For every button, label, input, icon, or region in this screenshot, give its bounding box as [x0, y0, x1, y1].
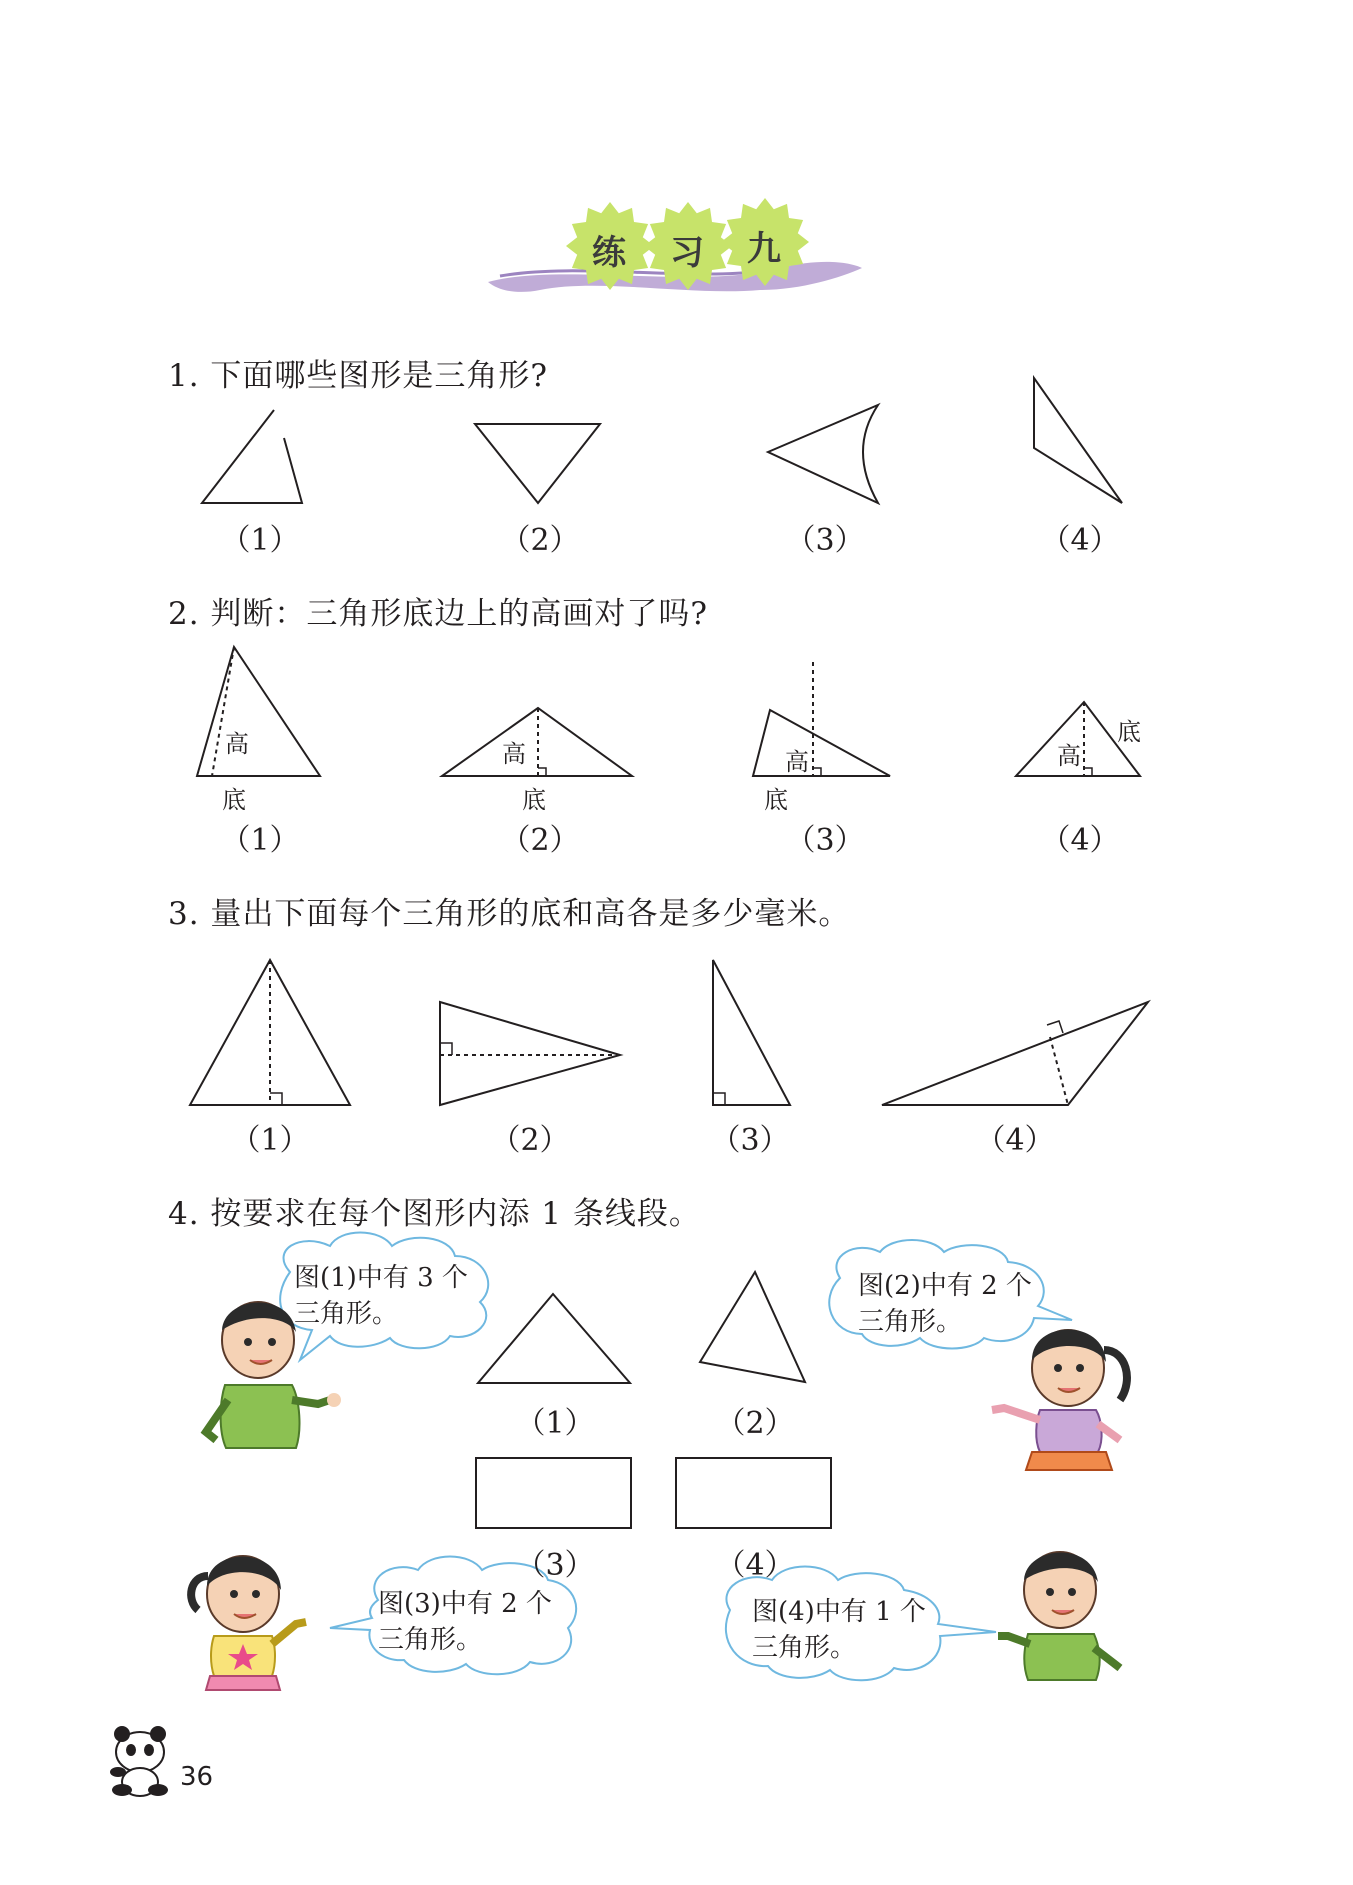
q4-label-3: （3） [515, 1548, 595, 1583]
bubble-4-text: 图(4)中有 1 个 三角形。 [752, 1597, 926, 1663]
q4-shape-3 [476, 1458, 631, 1528]
bubble-1-text: 图(1)中有 3 个 三角形。 [294, 1263, 468, 1329]
q4-label-1: （1） [515, 1406, 595, 1441]
girl-1-illustration [992, 1330, 1127, 1471]
q2-label-4: （4） [1040, 823, 1120, 858]
q1-label-4: （4） [1040, 523, 1120, 558]
banner-char-1: 练 [592, 233, 626, 273]
q2-3-height-word: 高 [785, 748, 809, 776]
q3-label-3: （3） [710, 1123, 790, 1158]
q4-shape-4 [676, 1458, 831, 1528]
banner-char-2: 习 [670, 233, 704, 273]
boy-2-illustration [998, 1552, 1120, 1680]
q2-3-base-word: 底 [764, 786, 788, 814]
panda-icon [110, 1726, 168, 1796]
q3-label-2: （2） [490, 1123, 570, 1158]
question-2-title: 2. 判断：三角形底边上的高画对了吗? [168, 596, 709, 632]
bubble-2-text: 图(2)中有 2 个 三角形。 [858, 1271, 1032, 1337]
q2-label-3: （3） [785, 823, 865, 858]
question-4-title: 4. 按要求在每个图形内添 1 条线段。 [168, 1196, 701, 1232]
q3-label-4: （4） [975, 1123, 1055, 1158]
q2-label-2: （2） [500, 823, 580, 858]
q2-2-base-word: 底 [522, 786, 546, 814]
q2-1-height-word: 高 [225, 730, 249, 758]
q1-label-3: （3） [785, 523, 865, 558]
question-1-title: 1. 下面哪些图形是三角形? [168, 358, 549, 394]
q1-label-1: （1） [220, 523, 300, 558]
bubble-3-text: 图(3)中有 2 个 三角形。 [378, 1589, 552, 1655]
page-number: 36 [180, 1762, 214, 1792]
q4-shape-2 [700, 1272, 805, 1382]
q2-1-base-word: 底 [222, 786, 246, 814]
q2-label-1: （1） [220, 823, 300, 858]
q2-4-base-word: 底 [1117, 718, 1141, 746]
q4-label-2: （2） [715, 1406, 795, 1441]
q4-shape-1 [478, 1294, 630, 1383]
q3-label-1: （1） [230, 1123, 310, 1158]
girl-2-illustration [191, 1556, 306, 1690]
q4-label-4: （4） [715, 1548, 795, 1583]
question-3-title: 3. 量出下面每个三角形的底和高各是多少毫米。 [168, 896, 851, 932]
q2-2-height-word: 高 [502, 740, 526, 768]
banner-char-3: 九 [747, 229, 781, 269]
q2-4-height-word: 高 [1057, 742, 1081, 770]
q1-label-2: （2） [500, 523, 580, 558]
